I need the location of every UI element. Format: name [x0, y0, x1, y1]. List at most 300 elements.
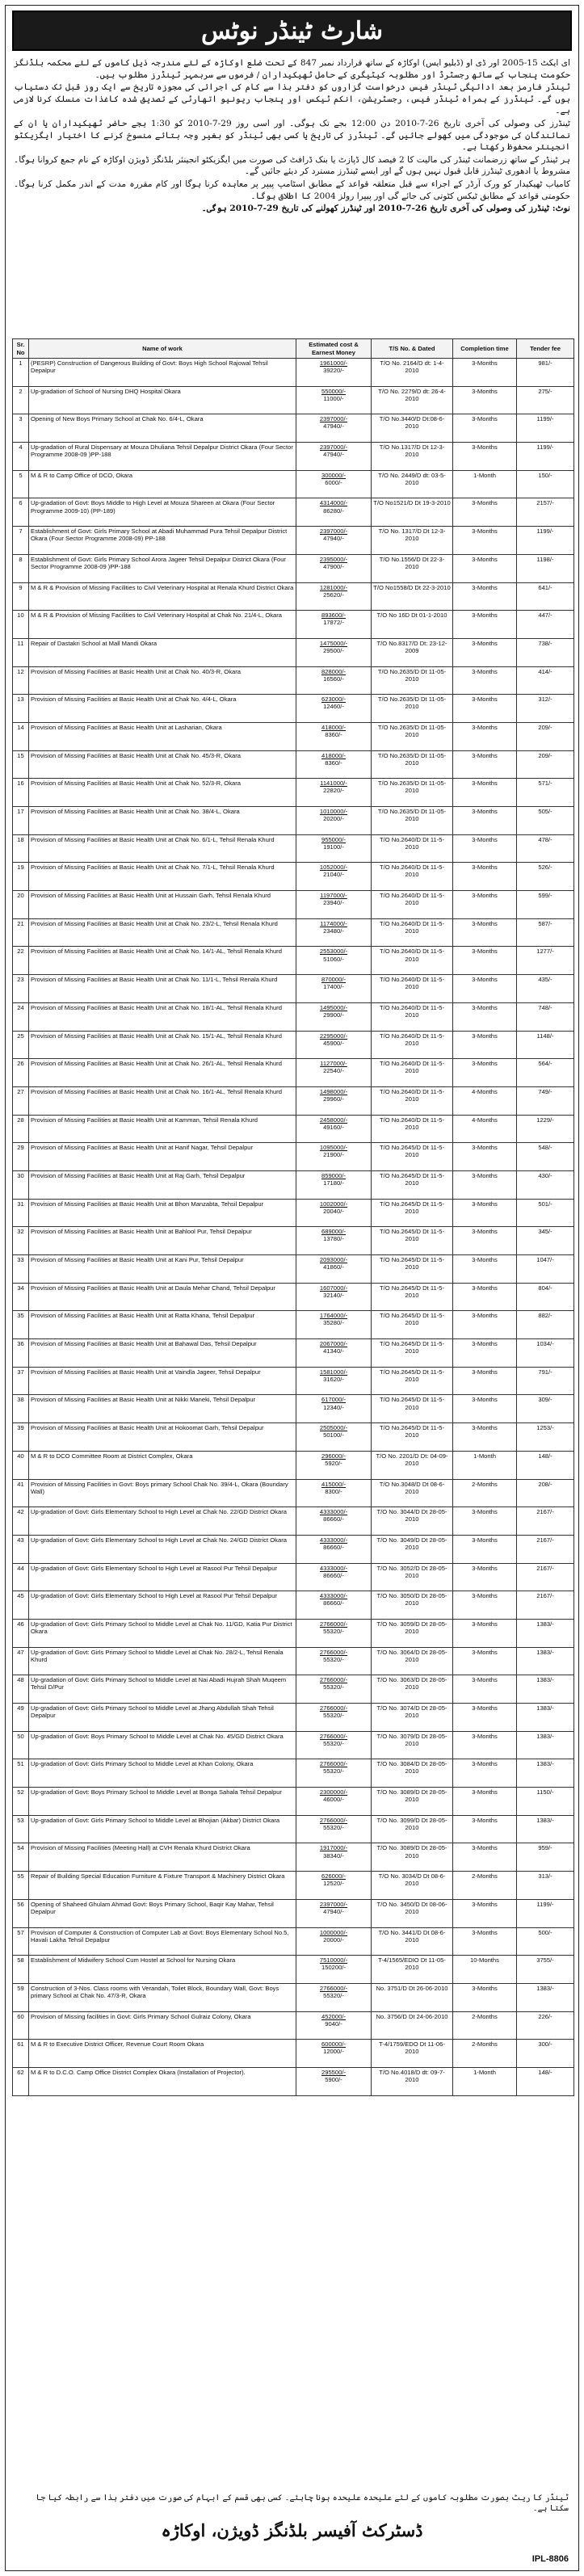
- cell-fee: 209/-: [517, 722, 574, 750]
- cell-cost: [296, 1283, 372, 1311]
- cell-completion: 3-Months: [453, 1788, 517, 1816]
- estimated-cost: 4333000/-: [319, 1564, 348, 1572]
- cell-completion: 3-Months: [453, 722, 517, 750]
- cell-tno: T/O No.2645/D Dt 11-5-2010: [372, 1170, 453, 1199]
- cell-completion: 3-Months: [453, 1731, 517, 1759]
- cell-fee: 1383/-: [517, 1759, 574, 1788]
- intro-paragraph: ای ایکٹ 15-2005 اور ڈی او (ڈبلیو ایس) اوکاڑہ کے ساتھ قرارداد نمبر 847 کے تحت ضلع اوکاڑہ کے لئے مندرجہ ذیل کاموں کے لئے محکمہ بلڈنگز حکومت پنجاب کے ساتھ رجسٹرڈ اور مطلوبہ کیٹیگری کے حامل ٹھیکیداران / فرموں سے سربمہر ٹینڈرز مطلوب ہیں۔: [14, 58, 570, 80]
- table-row: [13, 666, 574, 695]
- earnest-money: 41860/-: [323, 1263, 344, 1271]
- cell-tno: T/O No.2640/D Dt 11-5-2010: [372, 947, 453, 975]
- cell-work: M & R to D.C.O. Camp Office District Complex Okara (Installation of Projector).: [29, 2067, 296, 2095]
- earnest-money: 47940/-: [323, 1907, 344, 1915]
- cell-tno: T/O No. 2164/D dt: 1-4-2010: [372, 359, 453, 387]
- header-work: Name of work: [29, 339, 296, 359]
- cell-work: Provision of Missing Facilities at Basic Health Unit at Ratta Khana, Tehsil Depalpur: [29, 1311, 296, 1339]
- cell-fee: 791/-: [517, 1367, 574, 1395]
- cell-tno: T-4/1565/EDIO Dt 11-05-2010: [372, 1956, 453, 1984]
- notice-title: شارٹ ٹینڈر نوٹس: [200, 16, 384, 45]
- earnest-money: 38340/-: [323, 1851, 344, 1860]
- table-row: [13, 1170, 574, 1199]
- cell-sr: 29: [13, 1143, 29, 1171]
- cell-sr: 26: [13, 1059, 29, 1087]
- cell-work: Provision of Computer & Construction of Computer Lab at Govt: Boys Elementary School No.5, Havali Lakha Tehsil Depalpur: [29, 1927, 296, 1956]
- cell-work: Provision of Missing Facilities at Basic Health Unit at Chak No. 23/2-L, Tehsil Renala Khurd: [29, 918, 296, 947]
- cell-sr: 8: [13, 554, 29, 582]
- cell-work: Provision of Missing Facilities at Basic Health Unit at Chak No. 16/1-AL, Tehsil Renala Khurd: [29, 1086, 296, 1115]
- cell-completion: 3-Months: [453, 1059, 517, 1087]
- cell-sr: 46: [13, 1619, 29, 1647]
- table-row: [13, 1563, 574, 1591]
- estimated-cost: 1174000/-: [320, 919, 347, 927]
- table-row: [13, 695, 574, 723]
- cell-cost: [296, 1255, 372, 1284]
- cell-tno: T/O No.2645/D Dt 11-5-2010: [372, 1227, 453, 1255]
- cell-sr: 15: [13, 750, 29, 779]
- cell-cost: [296, 611, 372, 639]
- earnest-money: 86280/-: [323, 506, 344, 515]
- estimated-cost: 2505000/-: [319, 1424, 348, 1432]
- cell-fee: 1229/-: [517, 1115, 574, 1143]
- estimated-cost: 623000/-: [321, 695, 346, 704]
- cell-cost: [296, 1927, 372, 1956]
- cell-tno: T/O No.2645/D Dt 11-5-2010: [372, 1339, 453, 1368]
- cell-completion: 3-Months: [453, 527, 517, 555]
- estimated-cost: 4333000/-: [319, 1592, 348, 1600]
- estimated-cost: 1607000/-: [319, 1284, 348, 1292]
- cell-cost: [296, 1002, 372, 1031]
- cell-fee: 150/-: [517, 470, 574, 498]
- cell-cost: [296, 1815, 372, 1843]
- earnest-money: 47900/-: [323, 562, 344, 570]
- cell-sr: 37: [13, 1367, 29, 1395]
- cell-cost: [296, 1563, 372, 1591]
- cell-fee: 1383/-: [517, 1704, 574, 1732]
- table-row: [13, 1759, 574, 1788]
- cell-completion: 3-Months: [453, 1002, 517, 1031]
- cell-tno: T/O No. 3079/D Dt 28-05-2010: [372, 1731, 453, 1759]
- cell-completion: 3-Months: [453, 1423, 517, 1452]
- cell-tno: T/O No.2640/D Dt 11-5-2010: [372, 1002, 453, 1031]
- cell-completion: 3-Months: [453, 1647, 517, 1675]
- cell-work: Provision of Missing Facilities at Basic Health Unit at Lasharian, Okara: [29, 722, 296, 750]
- cell-cost: [296, 834, 372, 863]
- table-row: [13, 1647, 574, 1675]
- cell-cost: [296, 1731, 372, 1759]
- cell-cost: [296, 414, 372, 443]
- cell-tno: T/O No.2635/D Dt 11-05-2010: [372, 807, 453, 835]
- estimated-cost: 859000/-: [321, 1171, 346, 1179]
- intro-paragraph: ہر ٹینڈر کے ساتھ زرضمانت ٹینڈر کی مالیت کا 2 فیصد کال ڈپازٹ یا بنک ڈرافٹ کی صورت میں ایگزیکٹو انجینئر بلڈنگز ڈویژن اوکاڑہ کے نام جمع کروانا ہوگا۔ مشروط یا ادھوری ٹینڈرز قابل قبول نہیں ہوں گے اور ایسے ٹینڈرز مسترد کر دیئے جائیں گے۔: [14, 154, 570, 177]
- cell-work: Provision of Missing Facilities at Basic Health Unit at Chak No. 7/1-L, Tehsil Renala Khurd: [29, 863, 296, 891]
- cell-completion: 3-Months: [453, 611, 517, 639]
- cell-tno: T/O No.2635/D Dt 11-05-2010: [372, 695, 453, 723]
- table-row: [13, 1227, 574, 1255]
- cell-sr: 55: [13, 1872, 29, 1900]
- earnest-money: 22820/-: [323, 787, 344, 795]
- cell-completion: 10-Months: [453, 1956, 517, 1984]
- cell-completion: 3-Months: [453, 386, 517, 414]
- cell-work: Up-gradation of Govt: Girls Elementary School to High Level at Chak No. 24/GD District Okara: [29, 1535, 296, 1563]
- table-row: [13, 1283, 574, 1311]
- cell-work: Up-gradation of Govt: Girls Primary School to Middle Level at Chak No. 28/2-L, Tehsil Renala Khurd: [29, 1647, 296, 1675]
- cell-sr: 36: [13, 1339, 29, 1368]
- estimated-cost: 1498000/-: [319, 1087, 348, 1095]
- cell-fee: 1199/-: [517, 443, 574, 471]
- estimated-cost: 1961000/-: [319, 359, 348, 367]
- cell-sr: 49: [13, 1704, 29, 1732]
- cell-completion: 3-Months: [453, 779, 517, 807]
- cell-sr: 27: [13, 1086, 29, 1115]
- table-row: [13, 1002, 574, 1031]
- cell-cost: [296, 1199, 372, 1227]
- cell-fee: 3755/-: [517, 1956, 574, 1984]
- cell-completion: 3-Months: [453, 414, 517, 443]
- cell-fee: 1383/-: [517, 1675, 574, 1704]
- cell-tno: T/O No.2635/D Dt 11-05-2010: [372, 722, 453, 750]
- cell-completion: 3-Months: [453, 1704, 517, 1732]
- header-tno: T/S No. & Dated: [372, 339, 453, 359]
- table-row: [13, 1591, 574, 1620]
- cell-sr: 4: [13, 443, 29, 471]
- cell-work: Provision of Missing Facilities at Basic Health Unit at Chak No. 26/1-AL, Tehsil Renala Khurd: [29, 1059, 296, 1087]
- intro-paragraph: کامیاب ٹھیکیدار کو ورک آرڈر کے اجراء سے قبل متعلقہ قواعد کے مطابق اسٹامپ پیپر پر معاہدہ کرنا ہوگا اور کام مقررہ مدت کے اندر مکمل کرنا ہوگا۔ حکومتی قواعد کے مطابق ٹیکس کٹوتی کی جائے گی اور پیپرا رولز 2004 کا اطلاق ہوگا۔: [14, 179, 570, 201]
- table-row: [13, 1788, 574, 1816]
- table-row: [13, 750, 574, 779]
- cell-cost: [296, 1115, 372, 1143]
- cell-work: Construction of 3-Nos. Class rooms with Verandah, Toilet Block, Boundary Wall, Govt: Boys primary School at Chak No. 47/3-R, Okara: [29, 1983, 296, 2011]
- cell-sr: 18: [13, 834, 29, 863]
- estimated-cost: 955000/-: [321, 835, 346, 843]
- cell-completion: 2-Months: [453, 1479, 517, 1507]
- cell-tno: T/O No.2645/D Dt 11-5-2010: [372, 1199, 453, 1227]
- earnest-money: 55320/-: [323, 1655, 344, 1663]
- cell-work: Provision of Missing Facilities at Basic Health Unit at Vaindla Jageer, Tehsil Depalpur: [29, 1367, 296, 1395]
- cell-tno: T/O No1521/D Dt 19-3-2010: [372, 498, 453, 527]
- cell-tno: T/O No.4018/D dt: 09-7-2010: [372, 2067, 453, 2095]
- cell-cost: [296, 1086, 372, 1115]
- table-row: [13, 1395, 574, 1423]
- cell-work: Provision of Missing Facilities at Basic Health Unit at Chak No. 38/4-L, Okara: [29, 807, 296, 835]
- cell-sr: 57: [13, 1927, 29, 1956]
- cell-completion: 3-Months: [453, 1675, 517, 1704]
- cell-cost: [296, 2011, 372, 2040]
- cell-fee: 1199/-: [517, 1899, 574, 1927]
- cell-sr: 20: [13, 891, 29, 919]
- intro-paragraph: ٹینڈرز کی وصولی کی آخری تاریخ 26-7-2010 دن 12:00 بجے تک ہوگی۔ اور اسی روز 29-7-2010 کو 1:30 بجے حاضر ٹھیکیداران یا ان کے نمائندگان کی موجودگی میں کھولے جائیں گے۔ ٹینڈرز کی تاریخ یا کسی بھی ٹینڈر کو بغیر وجہ بتائے منسوخ کرنے کا اختیار ایگزیکٹو انجینئر محفوظ رکھتا ہے۔: [14, 118, 570, 153]
- cell-completion: 3-Months: [453, 1563, 517, 1591]
- header-completion: Completion time: [453, 339, 517, 359]
- table-row: [13, 807, 574, 835]
- estimated-cost: 1052000/-: [319, 864, 348, 872]
- cell-completion: 3-Months: [453, 947, 517, 975]
- cell-cost: [296, 1059, 372, 1087]
- estimated-cost: 2295000/-: [319, 1032, 348, 1040]
- table-row: [13, 2067, 574, 2095]
- table-row: [13, 443, 574, 471]
- cell-sr: 6: [13, 498, 29, 527]
- earnest-money: 55320/-: [323, 1739, 344, 1747]
- cell-fee: 587/-: [517, 918, 574, 947]
- cell-tno: T/O No.2640/D Dt 11-5-2010: [372, 918, 453, 947]
- earnest-money: 55320/-: [323, 1991, 344, 1999]
- cell-fee: 501/-: [517, 1199, 574, 1227]
- cell-work: Provision of Missing Facilities at Basic Health Unit at Chak No. 45/3-R, Okara: [29, 750, 296, 779]
- cell-completion: 3-Months: [453, 1619, 517, 1647]
- cell-tno: T/O No. 3063/D Dt 28-05-2010: [372, 1675, 453, 1704]
- earnest-money: 86660/-: [323, 1515, 344, 1523]
- estimated-cost: 2766000/-: [319, 1648, 348, 1656]
- table-row: [13, 1731, 574, 1759]
- ipl-code: IPL-8806: [531, 2554, 569, 2564]
- cell-tno: T/O No. 3050/D Dt 28-05-2010: [372, 1591, 453, 1620]
- cell-cost: [296, 1339, 372, 1368]
- cell-tno: T/O No.2640/D Dt 11-5-2010: [372, 834, 453, 863]
- estimated-cost: 1197000/-: [320, 892, 347, 900]
- cell-work: Establishment of Govt: Girls Primary School Arora Jageer Tehsil Depalpur District Okara (Four Sector Programme 2008-09 )PP-188: [29, 554, 296, 582]
- earnest-money: 23480/-: [323, 927, 344, 935]
- earnest-money: 8360/-: [325, 759, 342, 767]
- table-row: [13, 1675, 574, 1704]
- earnest-money: 17872/-: [323, 619, 344, 627]
- cell-cost: [296, 1143, 372, 1171]
- cell-sr: 50: [13, 1731, 29, 1759]
- cell-work: Provision of Missing Facilities at Basic Health Unit at Hussain Garh, Tehsil Renala Khurd: [29, 891, 296, 919]
- cell-tno: T/O No. 3052/D Dt 28-05-2010: [372, 1563, 453, 1591]
- earnest-money: 17180/-: [323, 1179, 344, 1187]
- table-row: [13, 554, 574, 582]
- cell-completion: 4-Months: [453, 1086, 517, 1115]
- cell-cost: [296, 891, 372, 919]
- cell-cost: [296, 779, 372, 807]
- cell-sr: 48: [13, 1675, 29, 1704]
- cell-sr: 35: [13, 1311, 29, 1339]
- cell-cost: [296, 527, 372, 555]
- earnest-money: 55320/-: [323, 1683, 344, 1691]
- earnest-money: 45900/-: [323, 1039, 344, 1047]
- cell-work: Up-gradation of Rural Dispensary at Mouza Dhuliana Tehsil Depalpur District Okara (Four Sector Programme 2008-09 )PP-188: [29, 443, 296, 471]
- cell-completion: 3-Months: [453, 1927, 517, 1956]
- cell-completion: 3-Months: [453, 695, 517, 723]
- cell-completion: 3-Months: [453, 1255, 517, 1284]
- cell-work: Establishment of Govt: Girls Primary School at Abadi Muhammad Pura Tehsil Depalpur District Okara (Four Sector Programme 2008-09) PP-188: [29, 527, 296, 555]
- cell-sr: 24: [13, 1002, 29, 1031]
- cell-cost: [296, 443, 372, 471]
- footer: [6, 2493, 578, 2570]
- table-row: [13, 1956, 574, 1984]
- table-row: [13, 1199, 574, 1227]
- cell-sr: 59: [13, 1983, 29, 2011]
- earnest-money: 21900/-: [323, 1151, 344, 1159]
- table-row: [13, 470, 574, 498]
- estimated-cost: 452000/-: [321, 2012, 346, 2020]
- table-row: [13, 1115, 574, 1143]
- cell-tno: T/O No.2640/D Dt 11-5-2010: [372, 891, 453, 919]
- cell-tno: T/O No.2645/D Dt 11-5-2010: [372, 1395, 453, 1423]
- cell-work: Provision of Missing Facilities at Basic Health Unit at Chak No. 52/3-R, Okara: [29, 779, 296, 807]
- earnest-money: 25620/-: [323, 590, 344, 599]
- cell-sr: 30: [13, 1170, 29, 1199]
- cell-tno: T/O No.2640/D Dt 11-5-2010: [372, 1059, 453, 1087]
- cell-sr: 52: [13, 1788, 29, 1816]
- estimated-cost: 689000/-: [321, 1228, 346, 1236]
- table-row: [13, 2040, 574, 2068]
- cell-completion: 3-Months: [453, 1983, 517, 2011]
- cell-cost: [296, 582, 372, 611]
- estimated-cost: 2766000/-: [319, 1732, 348, 1740]
- cell-work: Provision of Missing Facilities at Basic Health Unit at Chak No. 18/1-AL, Tehsil Renala Khurd: [29, 1002, 296, 1031]
- cell-completion: 3-Months: [453, 1759, 517, 1788]
- cell-cost: [296, 1227, 372, 1255]
- cell-completion: 3-Months: [453, 359, 517, 387]
- estimated-cost: 2395000/-: [319, 555, 348, 563]
- cell-fee: 1383/-: [517, 1815, 574, 1843]
- cell-sr: 33: [13, 1255, 29, 1284]
- estimated-cost: 415000/-: [321, 1480, 346, 1488]
- intro-paragraph: ٹینڈر فارمز بعد ادائیگی ٹینڈر فیس درخواست گزاروں کو دفتر ہذا سے کام کی اجرائی کی مجوزہ تاریخ سے ایک روز قبل تک دستیاب ہوں گے۔ ٹینڈرز کے ہمراہ ٹینڈر فیس، رجسٹریشن، انکم ٹیکس اور پنجاب ریونیو اتھارٹی کے تصدیق شدہ کاغذات منسلک کرنا لازمی ہے۔: [14, 82, 570, 116]
- estimated-cost: 893600/-: [321, 611, 346, 620]
- cell-completion: 3-Months: [453, 1143, 517, 1171]
- cell-sr: 42: [13, 1507, 29, 1536]
- cell-work: Provision of Missing Facilities at Basic Health Unit at Hokoomat Garh, Tehsil Depalpur: [29, 1423, 296, 1452]
- cell-work: Up-gradation of Govt: Girls Primary School to Middle Level at Chak No. 11/GD, Katia Pur District Okara: [29, 1619, 296, 1647]
- cell-fee: 1383/-: [517, 1731, 574, 1759]
- cell-fee: 148/-: [517, 2067, 574, 2095]
- estimated-cost: 7510000/-: [319, 1956, 348, 1965]
- estimated-cost: 2397000/-: [319, 527, 348, 536]
- cell-cost: [296, 1535, 372, 1563]
- cell-fee: 313/-: [517, 1872, 574, 1900]
- cell-work: Up-gradation of Govt: Girls Elementary School to High Level at Rasool Pur Tehsil Depalpur: [29, 1563, 296, 1591]
- earnest-money: 86660/-: [323, 1543, 344, 1551]
- cell-fee: 2167/-: [517, 1591, 574, 1620]
- cell-fee: 435/-: [517, 975, 574, 1003]
- estimated-cost: 626000/-: [321, 1872, 346, 1881]
- cell-work: Up-gradation of Govt: Girls Elementary School to High Level at Chak No. 22/GD District Okara: [29, 1507, 296, 1536]
- cell-fee: 2167/-: [517, 1535, 574, 1563]
- cell-fee: 209/-: [517, 750, 574, 779]
- table-row: [13, 1479, 574, 1507]
- cell-sr: 22: [13, 947, 29, 975]
- cell-fee: 2167/-: [517, 1563, 574, 1591]
- cell-completion: 3-Months: [453, 1283, 517, 1311]
- cell-tno: T/O No. 3049/D Dt 28-05-2010: [372, 1535, 453, 1563]
- cell-sr: 28: [13, 1115, 29, 1143]
- cell-cost: [296, 498, 372, 527]
- earnest-money: 55320/-: [323, 1767, 344, 1775]
- cell-fee: 1199/-: [517, 414, 574, 443]
- earnest-money: 55320/-: [323, 1823, 344, 1831]
- cell-work: Up-gradation of School of Nursing DHQ Hospital Okara: [29, 386, 296, 414]
- estimated-cost: 296000/-: [321, 1452, 346, 1460]
- table-row: [13, 834, 574, 863]
- earnest-money: 22540/-: [323, 1067, 344, 1075]
- cell-tno: T/O No1558/D Dt 22-3-2010: [372, 582, 453, 611]
- estimated-cost: 1000000/-: [319, 1928, 348, 1936]
- estimated-cost: 617000/-: [321, 1396, 346, 1404]
- cell-work: Provision of Missing Facilities in Govt: Boys primary School Chak No. 39/4-L, Okara (Boundary Wall): [29, 1479, 296, 1507]
- cell-completion: 3-Months: [453, 666, 517, 695]
- cell-work: Up-gradation of Govt: Girls Primary School to Middle Level at Nai Abadi Hujrah Shah Muqeem Tehsil D/Pur: [29, 1675, 296, 1704]
- estimated-cost: 300000/-: [321, 471, 346, 479]
- estimated-cost: 2397000/-: [319, 1900, 348, 1908]
- estimated-cost: 2766000/-: [319, 1760, 348, 1768]
- earnest-money: 31620/-: [323, 1375, 344, 1383]
- cell-work: Up-gradation of Govt: Girls Elementary School to High Level at Rasool Pur Tehsil Depalpur: [29, 1591, 296, 1620]
- table-row: [13, 1872, 574, 1900]
- cell-work: M & R & Provision of Missing Facilities to Civil Veterinary Hospital at Chak No. 21/4-L, Okara: [29, 611, 296, 639]
- cell-fee: 804/-: [517, 1283, 574, 1311]
- earnest-money: 51060/-: [323, 955, 344, 963]
- cell-fee: 2167/-: [517, 1507, 574, 1536]
- earnest-money: 16560/-: [323, 674, 344, 683]
- cell-completion: 3-Months: [453, 1507, 517, 1536]
- earnest-money: 55320/-: [323, 1712, 344, 1720]
- cell-tno: T/O No. 3084/D Dt 28-05-2010: [372, 1759, 453, 1788]
- cell-tno: T/O No.3440/D Dt:08-6-2010: [372, 414, 453, 443]
- estimated-cost: 4333000/-: [319, 1536, 348, 1544]
- table-row: [13, 1255, 574, 1284]
- cell-tno: T/O No.2640/D Dt 11-5-2010: [372, 1115, 453, 1143]
- cell-completion: 3-Months: [453, 891, 517, 919]
- earnest-money: 21040/-: [323, 871, 344, 879]
- estimated-cost: 600000/-: [321, 2040, 346, 2049]
- cell-fee: 1383/-: [517, 1619, 574, 1647]
- cell-work: M & R to Executive District Officer, Revenue Court Room Okara: [29, 2040, 296, 2068]
- earnest-money: 29500/-: [323, 646, 344, 654]
- cell-completion: 3-Months: [453, 1311, 517, 1339]
- estimated-cost: 2766000/-: [319, 1704, 348, 1712]
- cell-sr: 31: [13, 1199, 29, 1227]
- table-row: [13, 1899, 574, 1927]
- cell-tno: T/O No.2645/D Dt 11-5-2010: [372, 1311, 453, 1339]
- header-fee: Tender fee: [517, 339, 574, 359]
- cell-sr: 41: [13, 1479, 29, 1507]
- cell-completion: 3-Months: [453, 807, 517, 835]
- table-row: [13, 918, 574, 947]
- cell-fee: 548/-: [517, 1143, 574, 1171]
- table-row: [13, 1367, 574, 1395]
- cell-sr: 51: [13, 1759, 29, 1788]
- cell-completion: 3-Months: [453, 443, 517, 471]
- estimated-cost: 1010000/-: [319, 808, 348, 815]
- cell-fee: 148/-: [517, 1451, 574, 1479]
- cell-work: Provision of Missing Facilities at Basic Health Unit at Kamman, Tehsil Renala Khurd: [29, 1115, 296, 1143]
- cell-sr: 12: [13, 666, 29, 695]
- cell-completion: 3-Months: [453, 1395, 517, 1423]
- cell-sr: 17: [13, 807, 29, 835]
- cell-fee: 1199/-: [517, 527, 574, 555]
- cell-work: Provision of Missing Facilities at Basic Health Unit at Chak No. 6/1-L, Tehsil Renala Khurd: [29, 834, 296, 863]
- cell-completion: 3-Months: [453, 1815, 517, 1843]
- cell-work: Establishment of Midwifery School Cum Hostel at School for Nursing Okara: [29, 1956, 296, 1984]
- cell-tno: T/O No. 3074/D Dt 28-05-2010: [372, 1704, 453, 1732]
- cell-fee: 275/-: [517, 386, 574, 414]
- cell-work: Up-gradation of Govt: Girls Primary School to Middle Level at Jhang Abdullah Shah Tehsil Depalpur: [29, 1704, 296, 1732]
- cell-tno: T/O No.2640/D Dt 11-5-2010: [372, 1086, 453, 1115]
- cell-cost: [296, 1031, 372, 1059]
- cell-fee: 959/-: [517, 1843, 574, 1872]
- cell-completion: 3-Months: [453, 1367, 517, 1395]
- earnest-money: 35280/-: [323, 1319, 344, 1327]
- estimated-cost: 295500/-: [321, 2068, 346, 2076]
- cell-work: (PESRP) Construction of Dangerous Building of Govt: Boys High School Rajowal Tehsil Depalpur: [29, 359, 296, 387]
- cell-cost: [296, 1619, 372, 1647]
- cell-completion: 3-Months: [453, 638, 517, 666]
- table-row: [13, 1815, 574, 1843]
- cell-fee: 1150/-: [517, 1788, 574, 1816]
- table-row: [13, 1423, 574, 1452]
